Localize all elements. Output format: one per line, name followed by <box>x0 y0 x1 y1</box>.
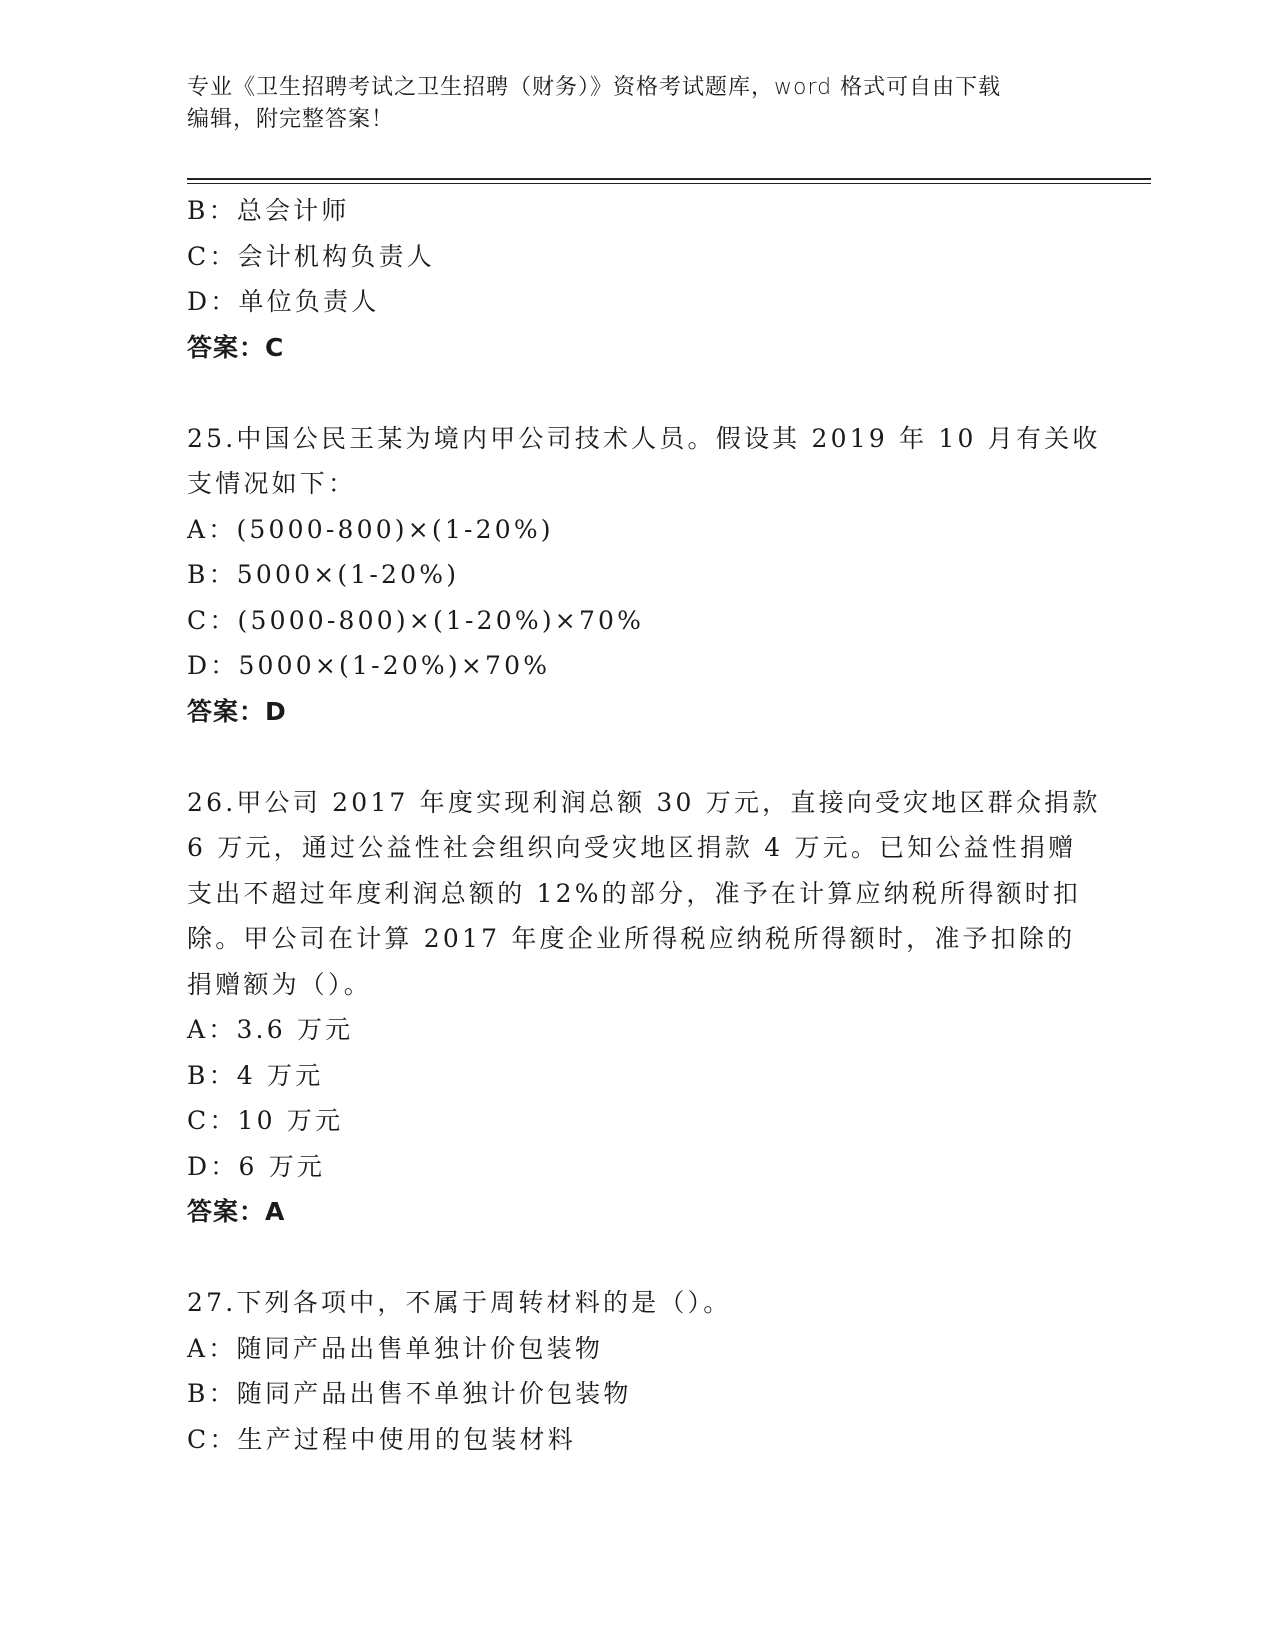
question-stem-line: 捐赠额为（）。 <box>187 969 372 999</box>
question-stem-line: 27.下列各项中，不属于周转材料的是（）。 <box>187 1288 732 1317</box>
header-divider-thin <box>187 183 1151 184</box>
option-a: A：随同产品出售单独计价包装物 <box>187 1333 604 1363</box>
question-list <box>187 188 1101 1462</box>
option-c: C：生产过程中使用的包装材料 <box>187 1424 576 1454</box>
question-stem-line: 支出不超过年度利润总额的 12%的部分，准予在计算应纳税所得额时扣 <box>187 878 1082 908</box>
header-divider-thick <box>187 178 1151 180</box>
question-25 <box>187 416 1101 735</box>
question-26 <box>187 780 1101 1235</box>
question-24 <box>187 188 1087 370</box>
option-c: C：10 万元 <box>187 1106 344 1135</box>
answer-label: 答案：D <box>187 696 287 726</box>
option-b: B：随同产品出售不单独计价包装物 <box>187 1379 632 1408</box>
option-b: B：总会计师 <box>187 196 350 225</box>
answer-label: 答案：C <box>187 332 285 362</box>
spacer <box>187 734 1087 780</box>
document-header <box>187 72 1067 136</box>
option-d: D：单位负责人 <box>187 287 380 316</box>
spacer <box>187 1235 1087 1281</box>
question-stem-line: 支情况如下： <box>187 469 357 498</box>
option-d: D：5000×(1-20%)×70% <box>187 651 551 680</box>
option-d: D：6 万元 <box>187 1151 326 1181</box>
question-27 <box>187 1280 1087 1462</box>
question-stem-line: 6 万元，通过公益性社会组织向受灾地区捐款 4 万元。已知公益性捐赠 <box>187 833 1077 862</box>
header-line-2: 编辑，附完整答案！ <box>187 107 395 132</box>
question-stem-line: 26.甲公司 2017 年度实现利润总额 30 万元，直接向受灾地区群众捐款 <box>187 787 1101 817</box>
option-c: C：会计机构负责人 <box>187 241 435 271</box>
option-b: B：4 万元 <box>187 1060 324 1090</box>
answer-label: 答案：A <box>187 1197 286 1226</box>
question-stem-line: 除。甲公司在计算 2017 年度企业所得税应纳税所得额时，准予扣除的 <box>187 924 1076 953</box>
option-a: A：(5000-800)×(1-20%) <box>187 514 554 544</box>
option-c: C：(5000-800)×(1-20%)×70% <box>187 605 645 635</box>
option-b: B：5000×(1-20%) <box>187 560 460 589</box>
question-stem-line: 25.中国公民王某为境内甲公司技术人员。假设其 2019 年 10 月有关收 <box>187 423 1101 453</box>
spacer <box>187 370 1087 416</box>
option-a: A：3.6 万元 <box>187 1015 354 1044</box>
header-line-1: 专业《卫生招聘考试之卫生招聘（财务）》资格考试题库，word 格式可自由下载 <box>187 75 1002 100</box>
